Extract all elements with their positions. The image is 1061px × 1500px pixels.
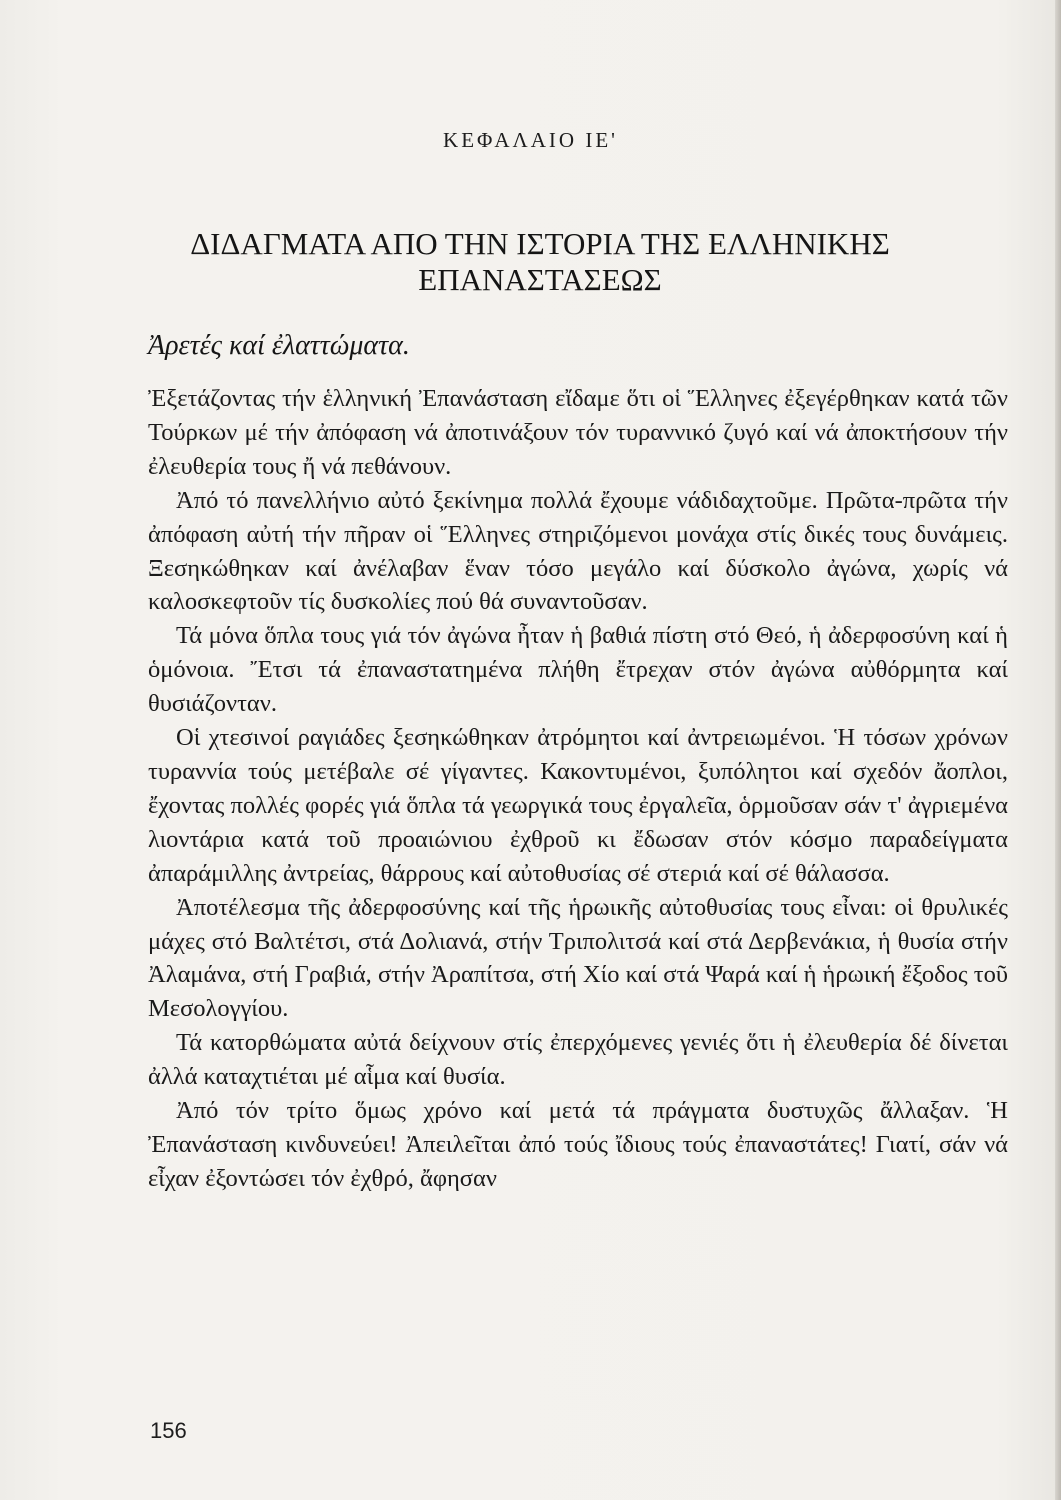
page-number: 156 (150, 1418, 187, 1443)
chapter-title-line-2: ΕΠΑΝΑΣΤΑΣΕΩΣ (418, 262, 662, 297)
chapter-title (140, 226, 940, 298)
section-heading: Ἀρετές καί ἐλαττώματα. (148, 330, 410, 361)
body-text (148, 382, 1008, 1196)
paragraph-2: Ἀπό τό πανελλήνιο αὐτό ξεκίνημα πολλά ἔχουμε νάδιδαχτοῦμε. Πρῶτα-πρῶτα τήν ἀπόφαση αὐτή τήν πῆραν οἱ Ἕλληνες στηριζόμενοι μονάχα στίς δικές τους δυνάμεις. Ξεσηκώθηκαν καί ἀνέλαβαν ἕναν τόσο μεγάλο καί δύσκολο ἀγώνα, χωρίς νά καλοσκεφτοῦν τίς δυσκολίες πού θά συναντοῦσαν. (148, 486, 1008, 616)
paragraph-5: Ἀποτέλεσμα τῆς ἀδερφοσύνης καί τῆς ἡρωικῆς αὐτοθυσίας τους εἶναι: οἱ θρυλικές μάχες στό Βαλτέτσι, στά Δολιανά, στήν Τριπολιτσά καί στά Δερβενάκια, ἡ θυσία στήν Ἀλαμάνα, στή Γραβιά, στήν Ἀραπίτσα, στή Χίο καί στά Ψαρά καί ἡ ἡρωική ἔξοδος τοῦ Μεσολογγίου. (148, 893, 1008, 1023)
paragraph-6: Τά κατορθώματα αὐτά δείχνουν στίς ἐπερχόμενες γενιές ὅτι ἡ ἐλευθερία δέ δίνεται ἀλλά καταχτιέται μέ αἷμα καί θυσία. (148, 1029, 1008, 1091)
chapter-label: ΚΕΦΑΛΑΙΟ ΙΕ' (443, 128, 618, 152)
paragraph-1: Ἐξετάζοντας τήν ἑλληνική Ἐπανάσταση εἴδαμε ὅτι οἱ Ἕλληνες ἐξεγέρθηκαν κατά τῶν Τούρκων μέ τήν ἀπόφαση νά ἀποτινάξουν τόν τυραννικό ζυγό καί νά ἀποκτήσουν τήν ἐλευθερία τους ἤ νά πεθάνουν. (148, 385, 1008, 480)
paragraph-3: Τά μόνα ὅπλα τους γιά τόν ἀγώνα ἦταν ἡ βαθιά πίστη στό Θεό, ἡ ἀδερφοσύνη καί ἡ ὁμόνοια. Ἔτσι τά ἐπαναστατημένα πλήθη ἔτρεχαν στόν ἀγώνα αὐθόρμητα καί θυσιάζονταν. (148, 622, 1008, 718)
chapter-title-line-1: ΔΙΔΑΓΜΑΤΑ ΑΠΟ ΤΗΝ ΙΣΤΟΡΙΑ ΤΗΣ ΕΛΛΗΝΙΚΗΣ (190, 226, 890, 261)
page-spine-edge (1055, 0, 1061, 1500)
paragraph-4: Οἱ χτεσινοί ραγιάδες ξεσηκώθηκαν ἀτρόμητοι καί ἀντρειωμένοι. Ἡ τόσων χρόνων τυραννία τούς μετέβαλε σέ γίγαντες. Κακοντυμένοι, ξυπόλητοι καί σχεδόν ἄοπλοι, ἔχοντας πολλές φορές γιά ὅπλα τά γεωργικά τους ἐργαλεῖα, ὁρμοῦσαν σάν τ' ἀγριεμένα λιοντάρια κατά τοῦ προαιώνιου ἐχθροῦ κι ἔδωσαν στόν κόσμο παραδείγματα ἀπαράμιλλης ἀντρείας, θάρρους καί αὐτοθυσίας σέ στεριά καί σέ θάλασσα. (148, 724, 1008, 887)
paragraph-7: Ἀπό τόν τρίτο ὅμως χρόνο καί μετά τά πράγματα δυστυχῶς ἄλλαξαν. Ἡ Ἐπανάσταση κινδυνεύει! Ἀπειλεῖται ἀπό τούς ἴδιους τούς ἐπαναστάτες! Γιατί, σάν νά εἶχαν ἐξοντώσει τόν ἐχθρό, ἄφησαν (148, 1097, 1008, 1192)
